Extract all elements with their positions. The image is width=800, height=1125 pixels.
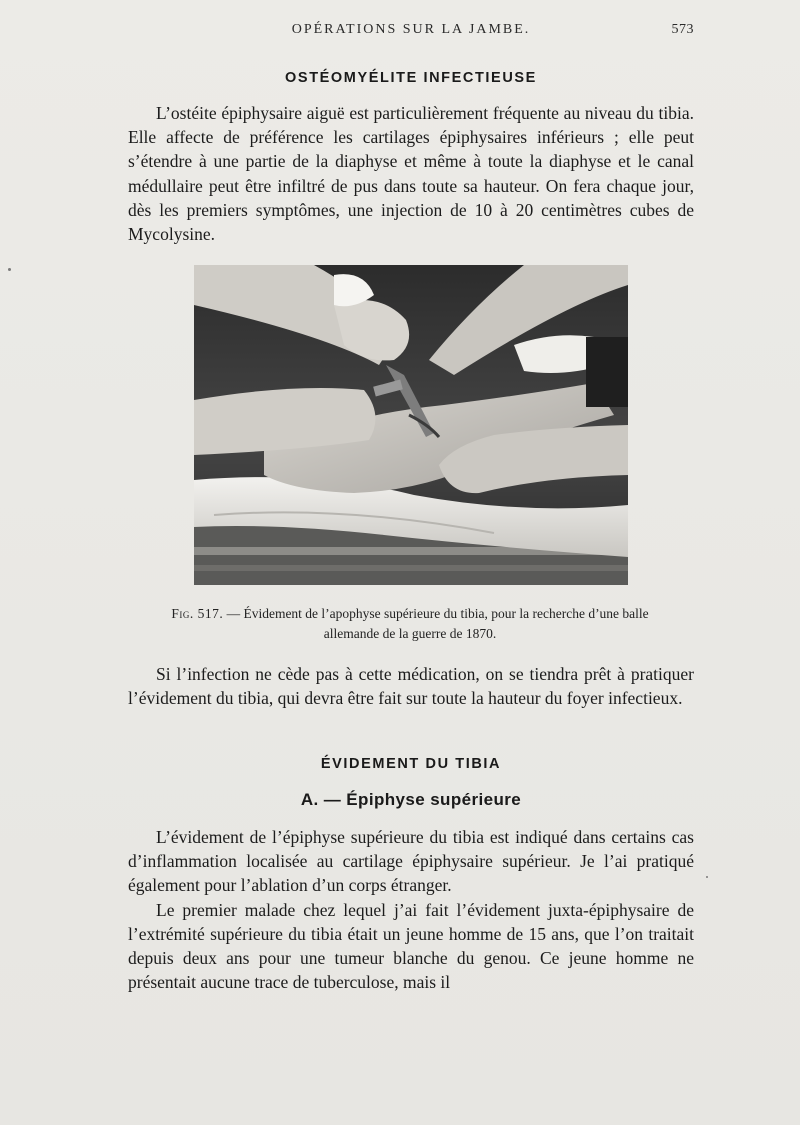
running-head-title: OPÉRATIONS SUR LA JAMBE. xyxy=(291,22,531,37)
section-title-evidement: ÉVIDEMENT DU TIBIA xyxy=(320,756,502,772)
subsection-title-epiphyse: A. — Épiphyse supérieure xyxy=(300,790,522,809)
paragraph-evidement xyxy=(128,825,694,994)
paragraph-infection-text: Si l’infection ne cède pas à cette médication, on se tiendra prêt à pratiquer l’évidement du tibia, qui devra être fait sur toute la hauteur du foyer infectieux. xyxy=(128,664,694,709)
running-head xyxy=(128,22,694,44)
paper-speck xyxy=(8,268,11,271)
surgery-photograph xyxy=(194,265,628,585)
paragraph-evidement-text-1: L’évidement de l’épiphyse supérieure du tibia est indiqué dans certains cas d’inflammation localisée au cartilage épiphysaire supérieur. Je l’ai pratiqué également pour l’ablation d’un corps étranger. xyxy=(128,827,694,896)
paper-speck xyxy=(706,876,708,878)
surgery-photograph-image xyxy=(194,265,628,585)
paragraph-evidement-text-2: Le premier malade chez lequel j’ai fait l’évidement juxta-épiphysaire de l’extrémité supérieure du tibia était un jeune homme de 15 ans, que l’on traitait depuis deux ans pour une tumeur blanche du genou. Ce jeune homme ne présentait aucune trace de tuberculose, mais il xyxy=(128,899,694,993)
section-title-osteomyelite: OSTÉOMYÉLITE INFECTIEUSE xyxy=(285,70,537,86)
figure-caption xyxy=(150,604,670,644)
paragraph-osteite xyxy=(128,101,694,246)
figure-caption-text: — Évidement de l’apophyse supérieure du tibia, pour la recherche d’une balle allemande de la guerre de 1870. xyxy=(223,606,649,641)
page-number: 573 xyxy=(671,22,694,37)
paragraph-osteite-text: L’ostéite épiphysaire aiguë est particulièrement fréquente au niveau du tibia. Elle affecte de préférence les cartilages épiphysaires inférieurs ; elle peut s’étendre à une partie de la diaphyse et même à toute la diaphyse et le canal médullaire peut être infiltré de pus dans toute sa hauteur. On fera chaque jour, dès les premiers symptômes, une injection de 10 à 20 centimètres cubes de Mycolysine. xyxy=(128,103,694,245)
figure-label: Fig. 517. xyxy=(171,606,224,621)
paragraph-infection xyxy=(128,662,694,710)
